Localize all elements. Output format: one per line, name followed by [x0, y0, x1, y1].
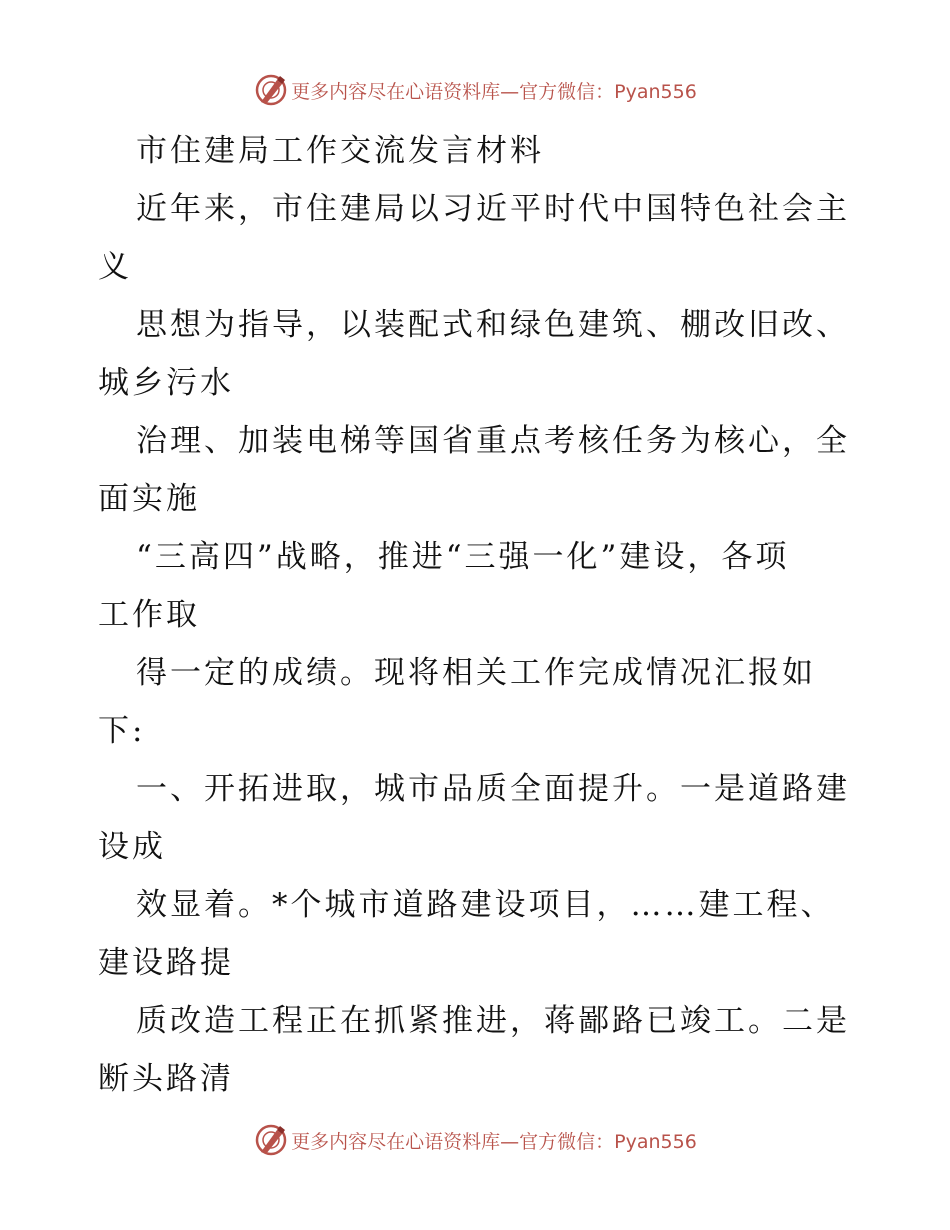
text-line: 近年来，市住建局以习近平时代中国特色社会主	[136, 191, 850, 227]
text-line: 质改造工程正在抓紧推进，蒋鄙路已竣工。二是	[136, 1003, 850, 1039]
text-line: 城乡污水	[98, 365, 234, 401]
text-line: 义	[98, 249, 132, 285]
banner-wechat-id: Pyan556	[614, 80, 697, 103]
text-line: 工作取	[98, 597, 200, 633]
text-line: 治理、加装电梯等国省重点考核任务为核心，全	[136, 423, 850, 459]
document-title: 市住建局工作交流发言材料	[136, 133, 544, 169]
text-line: 断头路清	[98, 1061, 234, 1097]
text-line: “三高四”战略，推进“三强一化”建设，各项	[136, 539, 790, 575]
header-banner	[0, 70, 950, 110]
pen-logo-icon	[253, 72, 289, 108]
banner-text	[291, 77, 697, 104]
text-line: 思想为指导，以装配式和绿色建筑、棚改旧改、	[136, 307, 850, 343]
banner-label: 更多内容尽在心语资料库—官方微信：	[291, 1130, 615, 1153]
text-line: 下:	[98, 713, 146, 749]
footer-banner	[0, 1120, 950, 1160]
pen-logo-icon	[253, 1122, 289, 1158]
document-body	[98, 122, 858, 1108]
text-line: 建设路提	[98, 945, 234, 981]
text-line: 设成	[98, 829, 166, 865]
banner-text	[291, 1127, 697, 1154]
section-heading-line: 一、开拓进取，城市品质全面提升。一是道路建	[136, 771, 850, 807]
text-line: 效显着。*个城市道路建设项目，……建工程、	[136, 887, 835, 923]
banner-label: 更多内容尽在心语资料库—官方微信：	[291, 80, 615, 103]
text-line: 面实施	[98, 481, 200, 517]
banner-wechat-id: Pyan556	[614, 1130, 697, 1153]
text-line: 得一定的成绩。现将相关工作完成情况汇报如	[136, 655, 816, 691]
